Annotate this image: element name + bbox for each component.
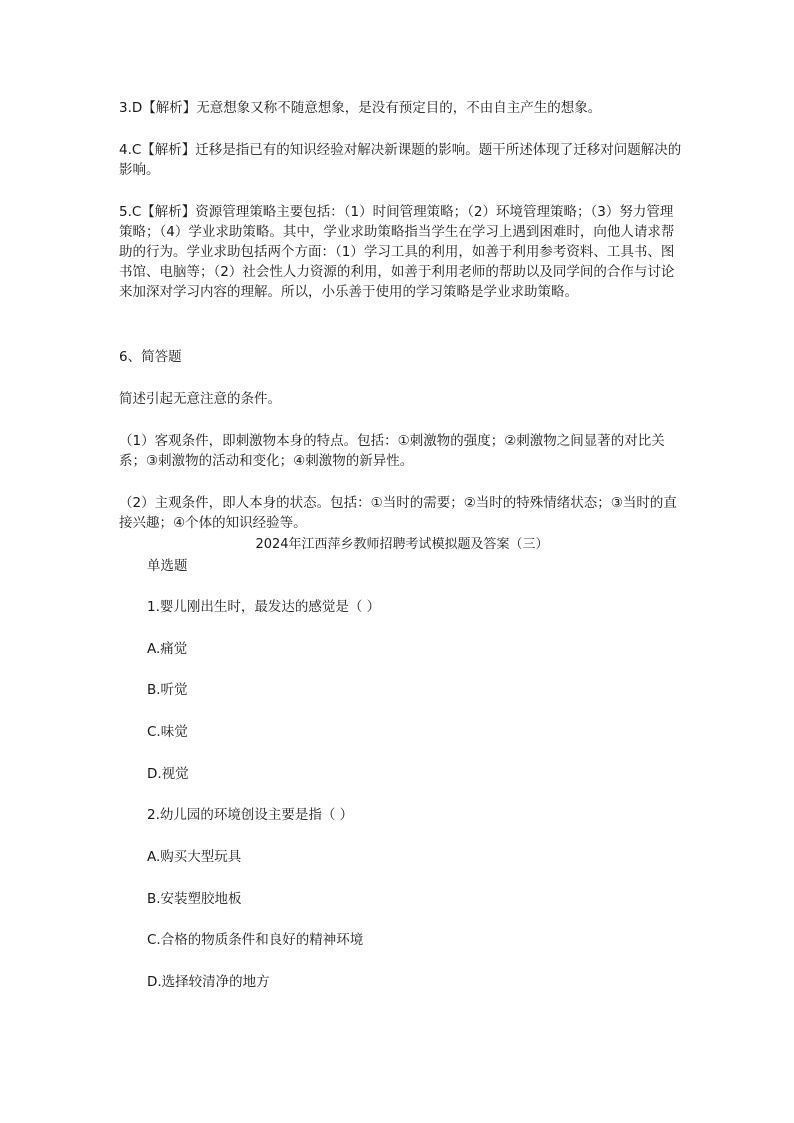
question-1-option-d: D.视觉 xyxy=(147,766,189,782)
question-1-option-a: A.痛觉 xyxy=(147,641,188,657)
question-2-option-a: A.购买大型玩具 xyxy=(147,849,242,865)
question-2-option-d: D.选择较清净的地方 xyxy=(147,974,270,990)
question-2-stem: 2.幼儿园的环境创设主要是指（ ） xyxy=(147,807,354,823)
question-type-heading: 单选题 xyxy=(147,558,188,574)
answer-4: 4.C【解析】迁移是指已有的知识经验对解决新课题的影响。题干所述体现了迁移对问题解决的影响。 xyxy=(119,142,682,178)
answer-3: 3.D【解析】无意想象又称不随意想象，是没有预定目的，不由自主产生的想象。 xyxy=(119,100,602,116)
question-1-stem: 1.婴儿刚出生时，最发达的感觉是（ ） xyxy=(147,599,381,615)
answer-point-2: （2）主观条件，即人本身的状态。包括：①当时的需要；②当时的特殊情绪状态；③当时的直接兴趣；④个体的知识经验等。 xyxy=(119,495,677,531)
exam-title: 2024年江西萍乡教师招聘考试模拟题及答案（三） xyxy=(255,537,549,552)
question-2-option-c: C.合格的物质条件和良好的精神环境 xyxy=(147,932,364,948)
short-answer-question: 简述引起无意注意的条件。 xyxy=(119,391,281,407)
question-1-option-c: C.味觉 xyxy=(147,724,188,740)
answer-5: 5.C【解析】资源管理策略主要包括：（1）时间管理策略；（2）环境管理策略；（3）努力管理策略；（4）学业求助策略。其中，学业求助策略指当学生在学习上遇到困难时，向他人请求帮助的行为。学业求助包括两个方面：（1）学习工具的利用，如善于利用参考资料、工具书、图书馆、电脑等；（2）社会性人力资源的利用，如善于利用老师的帮助以及同学间的合作与讨论来加深对学习内容的理解。所以，小乐善于使用的学习策略是学业求助策略。 xyxy=(119,204,675,300)
question-1-option-b: B.听觉 xyxy=(147,682,188,698)
answer-point-1: （1）客观条件，即刺激物本身的特点。包括：①刺激物的强度；②刺激物之间显著的对比关系；③刺激物的活动和变化；④刺激物的新异性。 xyxy=(119,433,665,469)
question-2-option-b: B.安装塑胶地板 xyxy=(147,891,242,907)
section-heading: 6、简答题 xyxy=(119,349,182,365)
